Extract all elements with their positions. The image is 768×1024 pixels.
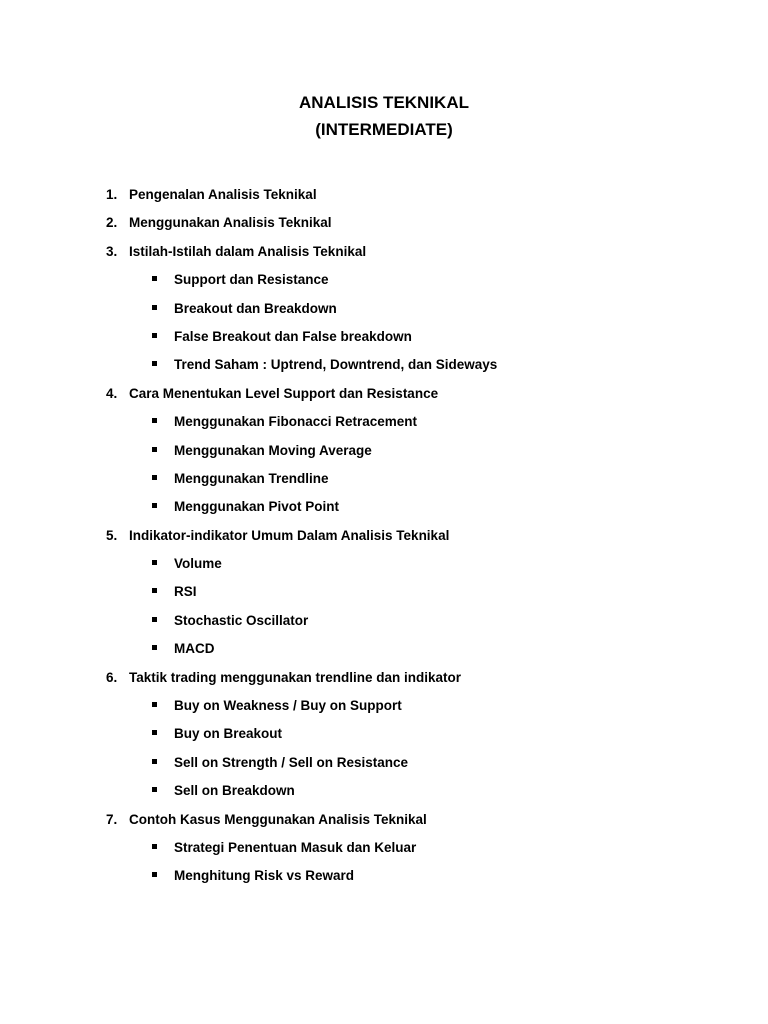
outline-subitem-label: False Breakout dan False breakdown — [174, 328, 412, 344]
outline-subitem-label: Strategi Penentuan Masuk dan Keluar — [174, 839, 417, 855]
document-subtitle: (INTERMEDIATE) — [315, 120, 453, 139]
square-bullet-icon — [152, 872, 157, 877]
outline-subitem — [0, 639, 768, 667]
outline-subitem-label: Buy on Weakness / Buy on Support — [174, 698, 402, 714]
square-bullet-icon — [152, 588, 157, 593]
outline-item-number: 5. — [106, 527, 118, 543]
outline-subitem-label: Trend Saham : Uptrend, Downtrend, dan Sideways — [174, 357, 498, 373]
outline-subitem-label: RSI — [174, 584, 197, 600]
outline-item — [0, 242, 768, 270]
outline-item — [0, 526, 768, 554]
outline-item — [0, 384, 768, 412]
outline-subitem — [0, 441, 768, 469]
outline-subitem — [0, 582, 768, 610]
square-bullet-icon — [152, 276, 157, 281]
outline-subitem — [0, 724, 768, 752]
outline-item-label: Menggunakan Analisis Teknikal — [129, 215, 332, 231]
square-bullet-icon — [152, 361, 157, 366]
outline-subitem — [0, 497, 768, 525]
outline-item-label: Contoh Kasus Menggunakan Analisis Teknikal — [129, 811, 427, 827]
outline-subitem-label: Volume — [174, 556, 222, 572]
outline-subitem — [0, 753, 768, 781]
square-bullet-icon — [152, 787, 157, 792]
outline-subitem — [0, 696, 768, 724]
outline-subitem-label: Buy on Breakout — [174, 726, 283, 742]
outline-item — [0, 810, 768, 838]
outline-item-label: Istilah-Istilah dalam Analisis Teknikal — [129, 243, 367, 259]
square-bullet-icon — [152, 617, 157, 622]
document-title: ANALISIS TEKNIKAL — [299, 93, 469, 112]
outline-subitem — [0, 412, 768, 440]
outline-subitem — [0, 611, 768, 639]
square-bullet-icon — [152, 759, 157, 764]
outline-item-number: 6. — [106, 669, 118, 685]
outline-subitem-label: MACD — [174, 641, 215, 657]
outline-subitem-label: Menggunakan Pivot Point — [174, 499, 340, 515]
outline-item-label: Pengenalan Analisis Teknikal — [129, 187, 317, 202]
outline-subitem — [0, 469, 768, 497]
outline-subitem-label: Sell on Strength / Sell on Resistance — [174, 754, 409, 770]
outline-subitem-label: Sell on Breakdown — [174, 783, 295, 799]
outline-item-label: Indikator-indikator Umum Dalam Analisis Teknikal — [129, 527, 450, 543]
square-bullet-icon — [152, 447, 157, 452]
outline-subitem-label: Menggunakan Moving Average — [174, 442, 372, 458]
outline-item — [0, 213, 768, 241]
outline-subitem-label: Support dan Resistance — [174, 272, 329, 288]
square-bullet-icon — [152, 702, 157, 707]
outline-subitem — [0, 838, 768, 866]
outline-subitem — [0, 270, 768, 298]
outline-subitem-label: Breakout dan Breakdown — [174, 300, 337, 316]
outline-subitem-label: Menggunakan Fibonacci Retracement — [174, 414, 418, 430]
outline-item-number: 7. — [106, 811, 118, 827]
outline-subitem-label: Menggunakan Trendline — [174, 470, 329, 486]
square-bullet-icon — [152, 503, 157, 508]
outline-subitem — [0, 355, 768, 383]
square-bullet-icon — [152, 333, 157, 338]
outline-subitem — [0, 554, 768, 582]
outline-item-number: 2. — [106, 215, 118, 231]
outline-subitem — [0, 866, 768, 894]
outline-list — [0, 185, 768, 895]
square-bullet-icon — [152, 645, 157, 650]
outline-item-number: 3. — [106, 243, 118, 259]
square-bullet-icon — [152, 844, 157, 849]
outline-subitem-label: Menghitung Risk vs Reward — [174, 868, 355, 884]
square-bullet-icon — [152, 560, 157, 565]
square-bullet-icon — [152, 305, 157, 310]
outline-item — [0, 668, 768, 696]
outline-subitem-label: Stochastic Oscillator — [174, 612, 309, 628]
square-bullet-icon — [152, 418, 157, 423]
outline-item-label: Taktik trading menggunakan trendline dan indikator — [129, 669, 462, 685]
outline-item — [0, 185, 768, 213]
outline-item-number: 1. — [106, 187, 118, 202]
outline-subitem — [0, 299, 768, 327]
square-bullet-icon — [152, 730, 157, 735]
outline-subitem — [0, 781, 768, 809]
outline-subitem — [0, 327, 768, 355]
square-bullet-icon — [152, 475, 157, 480]
outline-item-number: 4. — [106, 385, 118, 401]
outline-item-label: Cara Menentukan Level Support dan Resistance — [129, 385, 439, 401]
